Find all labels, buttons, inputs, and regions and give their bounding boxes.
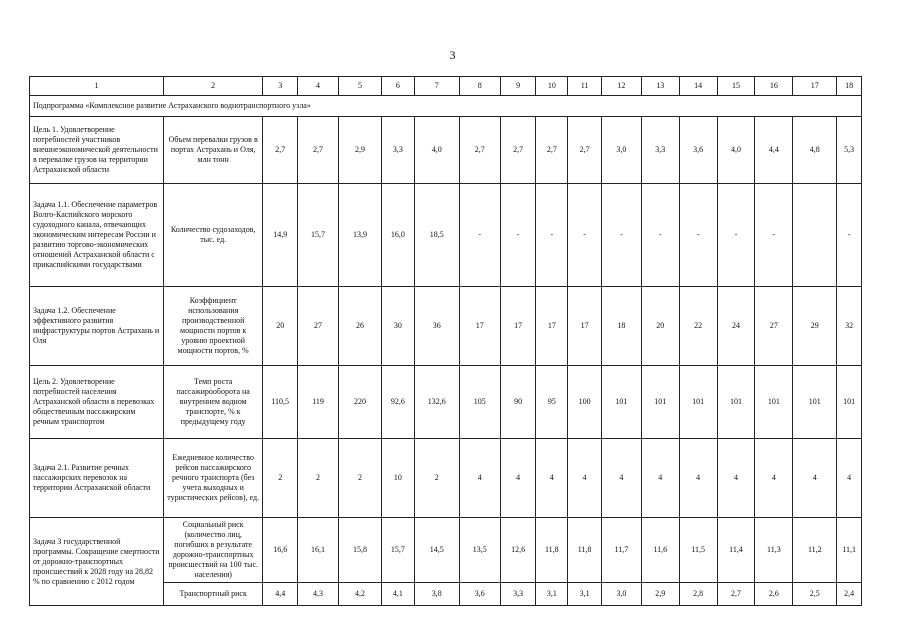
value-cell: 18 <box>601 287 641 366</box>
indicator-cell: Количество судозаходов, тыс. ед. <box>164 184 263 287</box>
value-cell: 90 <box>500 366 536 439</box>
value-cell: 3,1 <box>536 583 568 606</box>
header-cell: 5 <box>339 77 382 96</box>
value-cell: 17 <box>459 287 500 366</box>
value-cell: 2,8 <box>679 583 717 606</box>
value-cell: 4,0 <box>414 117 459 184</box>
value-cell: - <box>459 184 500 287</box>
value-cell: 3,0 <box>601 117 641 184</box>
value-cell: 16,1 <box>298 518 339 583</box>
value-cell: - <box>837 184 862 287</box>
table-row <box>30 518 862 583</box>
value-cell: 4,2 <box>339 583 382 606</box>
value-cell: 2 <box>298 439 339 518</box>
value-cell: 101 <box>837 366 862 439</box>
value-cell: 4,4 <box>263 583 298 606</box>
value-cell: 4 <box>536 439 568 518</box>
value-cell: 2,7 <box>298 117 339 184</box>
value-cell: 3,3 <box>381 117 414 184</box>
value-cell: 16,0 <box>381 184 414 287</box>
value-cell: 101 <box>755 366 793 439</box>
value-cell: 4 <box>641 439 679 518</box>
subprogram-row <box>30 96 862 117</box>
header-cell: 4 <box>298 77 339 96</box>
table-row <box>30 117 862 184</box>
value-cell: 26 <box>339 287 382 366</box>
header-cell: 2 <box>164 77 263 96</box>
value-cell: 3,3 <box>641 117 679 184</box>
indicator-cell: Темп роста пассажирооборота на внутреннем водном транспорте, % к предыдущему году <box>164 366 263 439</box>
value-cell: - <box>679 184 717 287</box>
goal-cell: Задача 2.1. Развитие речных пассажирских перевозок на территории Астраханской области <box>30 439 164 518</box>
value-cell: 101 <box>641 366 679 439</box>
value-cell: 11,8 <box>568 518 602 583</box>
subprogram-title: Подпрограмма «Комплексное развитие Астраханского воднотранспортного узла» <box>30 96 862 117</box>
value-cell: 4 <box>601 439 641 518</box>
value-cell: - <box>568 184 602 287</box>
value-cell: 95 <box>536 366 568 439</box>
value-cell: 27 <box>755 287 793 366</box>
header-cell: 18 <box>837 77 862 96</box>
value-cell: 132,6 <box>414 366 459 439</box>
value-cell: 36 <box>414 287 459 366</box>
value-cell: 2 <box>414 439 459 518</box>
value-cell: 105 <box>459 366 500 439</box>
value-cell: 2,7 <box>536 117 568 184</box>
value-cell: - <box>500 184 536 287</box>
header-cell: 14 <box>679 77 717 96</box>
value-cell: 14,5 <box>414 518 459 583</box>
value-cell: 3,8 <box>414 583 459 606</box>
header-cell: 13 <box>641 77 679 96</box>
value-cell: 20 <box>641 287 679 366</box>
value-cell: 2,7 <box>459 117 500 184</box>
value-cell: 18,5 <box>414 184 459 287</box>
value-cell: 15,7 <box>381 518 414 583</box>
indicator-cell: Транспортный риск <box>164 583 263 606</box>
header-row <box>30 77 862 96</box>
value-cell: 2,7 <box>568 117 602 184</box>
table-row <box>30 366 862 439</box>
value-cell: 4 <box>679 439 717 518</box>
value-cell <box>793 184 837 287</box>
value-cell: 17 <box>568 287 602 366</box>
value-cell: - <box>717 184 755 287</box>
value-cell: 3,6 <box>679 117 717 184</box>
value-cell: 13,9 <box>339 184 382 287</box>
indicators-table <box>29 76 862 606</box>
value-cell: 4 <box>717 439 755 518</box>
value-cell: 11,6 <box>641 518 679 583</box>
value-cell: 4,4 <box>755 117 793 184</box>
header-cell: 6 <box>381 77 414 96</box>
value-cell: 101 <box>601 366 641 439</box>
header-cell: 11 <box>568 77 602 96</box>
goal-cell: Задача 1.2. Обеспечение эффективного развития инфраструктуры портов Астрахань и Оля <box>30 287 164 366</box>
value-cell: 17 <box>536 287 568 366</box>
value-cell: 17 <box>500 287 536 366</box>
value-cell: 27 <box>298 287 339 366</box>
indicator-cell: Коэффициент использования производственной мощности портов к уровню проектной мощности портов, % <box>164 287 263 366</box>
value-cell: 13,5 <box>459 518 500 583</box>
value-cell: 4,0 <box>717 117 755 184</box>
goal-cell: Цель 1. Удовлетворение потребностей участников внешнеэкономической деятельности в перевалке грузов на территории Астраханской области <box>30 117 164 184</box>
value-cell: 4 <box>568 439 602 518</box>
value-cell: 24 <box>717 287 755 366</box>
page-number: 3 <box>449 48 456 62</box>
value-cell: 29 <box>793 287 837 366</box>
value-cell: 11,2 <box>793 518 837 583</box>
value-cell: 2,6 <box>755 583 793 606</box>
value-cell: 11,1 <box>837 518 862 583</box>
value-cell: 2,7 <box>263 117 298 184</box>
value-cell: 12,6 <box>500 518 536 583</box>
value-cell: 119 <box>298 366 339 439</box>
header-cell: 9 <box>500 77 536 96</box>
indicator-cell: Объем перевалки грузов в портах Астрахань и Оля, млн тонн <box>164 117 263 184</box>
value-cell: 2 <box>339 439 382 518</box>
header-cell: 10 <box>536 77 568 96</box>
header-cell: 1 <box>30 77 164 96</box>
header-cell: 16 <box>755 77 793 96</box>
value-cell: - <box>536 184 568 287</box>
value-cell: 101 <box>679 366 717 439</box>
value-cell: 4,3 <box>298 583 339 606</box>
goal-cell: Задача 1.1. Обеспечение параметров Волго-Каспийского морского судоходного канала, отвечающих экономическим интересам России и развитию торгово-экономических отношений Астраханской области с прикаспийскими государствами <box>30 184 164 287</box>
header-cell: 15 <box>717 77 755 96</box>
header-cell: 7 <box>414 77 459 96</box>
value-cell: 2,9 <box>339 117 382 184</box>
header-cell: 17 <box>793 77 837 96</box>
value-cell: 11,8 <box>536 518 568 583</box>
value-cell: 11,7 <box>601 518 641 583</box>
header-cell: 12 <box>601 77 641 96</box>
value-cell: 4 <box>755 439 793 518</box>
value-cell: 10 <box>381 439 414 518</box>
value-cell: 3,6 <box>459 583 500 606</box>
value-cell: - <box>755 184 793 287</box>
value-cell: 2,9 <box>641 583 679 606</box>
value-cell: 101 <box>717 366 755 439</box>
value-cell: 16,6 <box>263 518 298 583</box>
value-cell: 11,4 <box>717 518 755 583</box>
value-cell: 3,3 <box>500 583 536 606</box>
indicator-cell: Ежедневное количество рейсов пассажирского речного транспорта (без учета выходных и туристических рейсов), ед. <box>164 439 263 518</box>
value-cell: 4,1 <box>381 583 414 606</box>
value-cell: 4 <box>837 439 862 518</box>
value-cell: 2,7 <box>717 583 755 606</box>
value-cell: 20 <box>263 287 298 366</box>
value-cell: 2,5 <box>793 583 837 606</box>
goal-cell: Цель 2. Удовлетворение потребностей населения Астраханской области в перевозках общественным пассажирским речным транспортом <box>30 366 164 439</box>
value-cell: 4 <box>793 439 837 518</box>
value-cell: 11,5 <box>679 518 717 583</box>
value-cell: 32 <box>837 287 862 366</box>
value-cell: 22 <box>679 287 717 366</box>
value-cell: 5,3 <box>837 117 862 184</box>
value-cell: 100 <box>568 366 602 439</box>
value-cell: 3,1 <box>568 583 602 606</box>
value-cell: 2,7 <box>500 117 536 184</box>
goal-cell: Задача 3 государственной программы. Сокращение смертности от дорожно-транспортных происшествий к 2028 году на 28,82 % по сравнению с 2012 годом <box>30 518 164 606</box>
header-cell: 3 <box>263 77 298 96</box>
value-cell: 2 <box>263 439 298 518</box>
value-cell: 4 <box>500 439 536 518</box>
value-cell: 15,7 <box>298 184 339 287</box>
value-cell: 15,8 <box>339 518 382 583</box>
value-cell: 220 <box>339 366 382 439</box>
value-cell: 11,3 <box>755 518 793 583</box>
table-row <box>30 287 862 366</box>
value-cell: 4,8 <box>793 117 837 184</box>
value-cell: - <box>601 184 641 287</box>
value-cell: 4 <box>459 439 500 518</box>
table-row <box>30 184 862 287</box>
indicator-cell: Социальный риск (количество лиц, погибших в результате дорожно-транспортных происшествий на 100 тыс. населения) <box>164 518 263 583</box>
table-row <box>30 439 862 518</box>
value-cell: 14,9 <box>263 184 298 287</box>
value-cell: - <box>641 184 679 287</box>
value-cell: 92,6 <box>381 366 414 439</box>
header-cell: 8 <box>459 77 500 96</box>
value-cell: 110,5 <box>263 366 298 439</box>
value-cell: 101 <box>793 366 837 439</box>
value-cell: 3,0 <box>601 583 641 606</box>
value-cell: 30 <box>381 287 414 366</box>
value-cell: 2,4 <box>837 583 862 606</box>
